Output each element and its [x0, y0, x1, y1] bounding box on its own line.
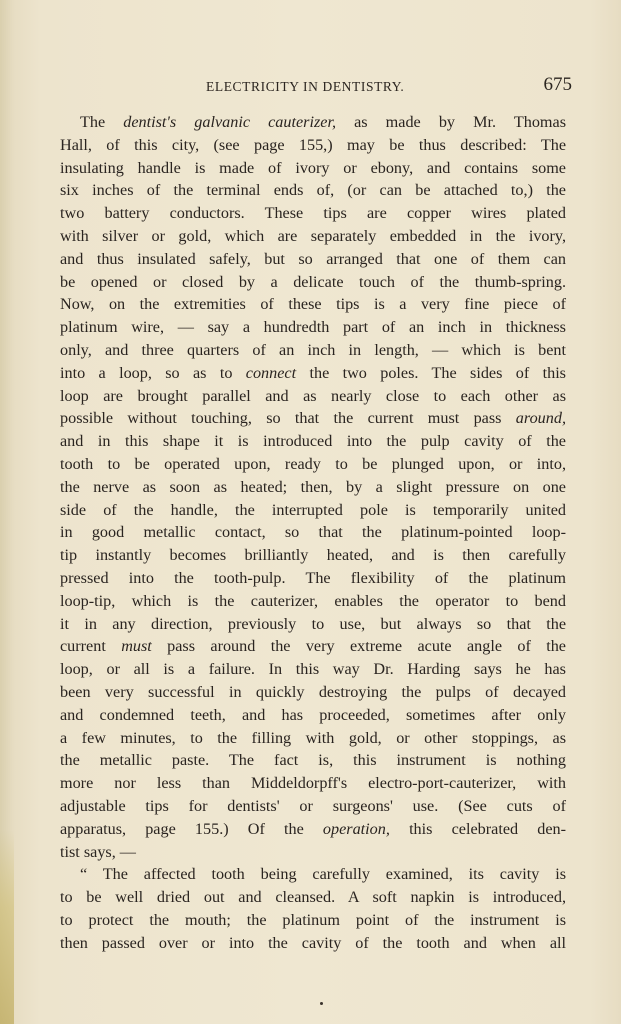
- printer-mark: [320, 1002, 323, 1005]
- text-segment: tist says, —: [60, 842, 136, 861]
- text-line: [60, 293, 566, 316]
- text-segment: and condemned teeth, and has proceeded, sometimes after only: [60, 705, 566, 724]
- text-segment: to protect the mouth; the platinum point of the instrument is: [60, 910, 566, 929]
- text-line: [60, 362, 566, 385]
- text-segment: side of the handle, the interrupted pole is temporarily united: [60, 500, 566, 519]
- text-line: [60, 932, 566, 955]
- text-segment: more nor less than Middeldorpff's electro-port-cauterizer, with: [60, 774, 566, 793]
- text-segment: pressed into the tooth-pulp. The flexibility of the platinum: [60, 568, 566, 587]
- text-line: [60, 430, 566, 453]
- text-segment: The: [80, 113, 124, 131]
- text-line: [60, 795, 566, 818]
- text-segment: adjustable tips for dentists' or surgeons' use. (See cuts of: [60, 796, 566, 815]
- text-segment: the nerve as soon as heated; then, by a slight pressure on one: [60, 477, 566, 496]
- italic-text: connect: [245, 363, 297, 382]
- text-segment: to be well dried out and cleansed. A soft napkin is introduced,: [60, 888, 566, 907]
- text-line: [60, 635, 566, 658]
- text-segment: insulating handle is made of ivory or ebony, and contains some: [60, 158, 566, 177]
- text-segment: a few minutes, to the filling with gold, or other stoppings, as: [60, 728, 566, 747]
- text-segment: Hall, of this city, (see page 155,) may be thus described: The: [60, 135, 566, 154]
- text-line: [60, 385, 566, 408]
- text-segment: Now, on the extremities of these tips is a very fine piece of: [60, 295, 566, 314]
- text-line: [60, 704, 566, 727]
- text-segment: tip instantly becomes brilliantly heated, and is then carefully: [60, 546, 566, 565]
- text-segment: been very successful in quickly destroying the pulps of decayed: [60, 682, 566, 701]
- text-segment: it in any direction, previously to use, but always so that the: [60, 614, 566, 633]
- text-segment: this celebrated den-: [389, 819, 566, 838]
- text-line: [60, 909, 566, 932]
- text-line: [60, 134, 566, 157]
- text-line: [60, 658, 566, 681]
- italic-text: around,: [515, 409, 566, 428]
- text-segment: possible without touching, so that the current must pass: [60, 409, 516, 428]
- text-segment: the metallic paste. The fact is, this instrument is nothing: [60, 751, 566, 770]
- text-segment: the two poles. The sides of this: [296, 363, 566, 382]
- text-line: [60, 886, 566, 909]
- text-line: [60, 225, 566, 248]
- text-segment: as made by Mr. Thomas: [336, 113, 566, 131]
- text-line: [60, 248, 566, 271]
- text-line: [60, 453, 566, 476]
- text-line: [60, 772, 566, 795]
- text-segment: platinum wire, — say a hundredth part of an inch in thickness: [60, 318, 566, 337]
- running-head: ELECTRICITY IN DENTISTRY.: [206, 79, 405, 94]
- italic-text: dentist's galvanic cauterizer,: [123, 113, 337, 131]
- text-segment: six inches of the terminal ends of, (or can be attached to,) the: [60, 181, 566, 200]
- text-line: [60, 567, 566, 590]
- text-line: [60, 316, 566, 339]
- text-line: [60, 841, 566, 864]
- text-segment: only, and three quarters of an inch in length, — which is bent: [60, 340, 566, 359]
- page-header: [58, 76, 572, 98]
- text-line: [60, 818, 566, 841]
- text-line: [60, 202, 566, 225]
- text-line: [60, 476, 566, 499]
- text-segment: be opened or closed by a delicate touch of the thumb-spring.: [60, 272, 566, 291]
- text-line: [60, 407, 566, 430]
- text-segment: tooth to be operated upon, ready to be plunged upon, or into,: [60, 454, 566, 473]
- italic-text: operation,: [322, 819, 390, 838]
- text-segment: current: [60, 637, 122, 656]
- text-segment: in good metallic contact, so that the platinum-pointed loop-: [60, 523, 566, 542]
- text-line: [60, 157, 566, 180]
- text-segment: loop, or all is a failure. In this way Dr. Harding says he has: [60, 660, 566, 679]
- body-text: [60, 111, 566, 954]
- text-segment: into a loop, so as to: [60, 363, 246, 382]
- page-edge-stain: [0, 830, 14, 1024]
- text-segment: loop-tip, which is the cauterizer, enables the operator to bend: [60, 591, 566, 610]
- text-segment: with silver or gold, which are separately embedded in the ivory,: [60, 226, 566, 245]
- text-segment: two battery conductors. These tips are copper wires plated: [60, 204, 566, 223]
- text-segment: and thus insulated safely, but so arranged that one of them can: [60, 249, 566, 268]
- text-line: [60, 863, 566, 886]
- text-line: [60, 339, 566, 362]
- text-line: [60, 544, 566, 567]
- text-line: [60, 613, 566, 636]
- text-segment: apparatus, page 155.) Of the: [60, 819, 323, 838]
- text-line: [60, 521, 566, 544]
- text-line: [60, 681, 566, 704]
- text-line: [60, 749, 566, 772]
- text-line: [60, 111, 566, 134]
- text-segment: and in this shape it is introduced into the pulp cavity of the: [60, 432, 566, 451]
- text-segment: “ The affected tooth being carefully examined, its cavity is: [80, 865, 566, 884]
- text-segment: loop are brought parallel and as nearly close to each other as: [60, 386, 566, 405]
- text-segment: then passed over or into the cavity of the tooth and when all: [60, 933, 566, 952]
- text-line: [60, 499, 566, 522]
- text-line: [60, 271, 566, 294]
- text-segment: pass around the very extreme acute angle of the: [151, 637, 566, 656]
- page-number: 675: [543, 74, 572, 95]
- text-line: [60, 590, 566, 613]
- text-line: [60, 179, 566, 202]
- italic-text: must: [121, 637, 152, 656]
- text-line: [60, 727, 566, 750]
